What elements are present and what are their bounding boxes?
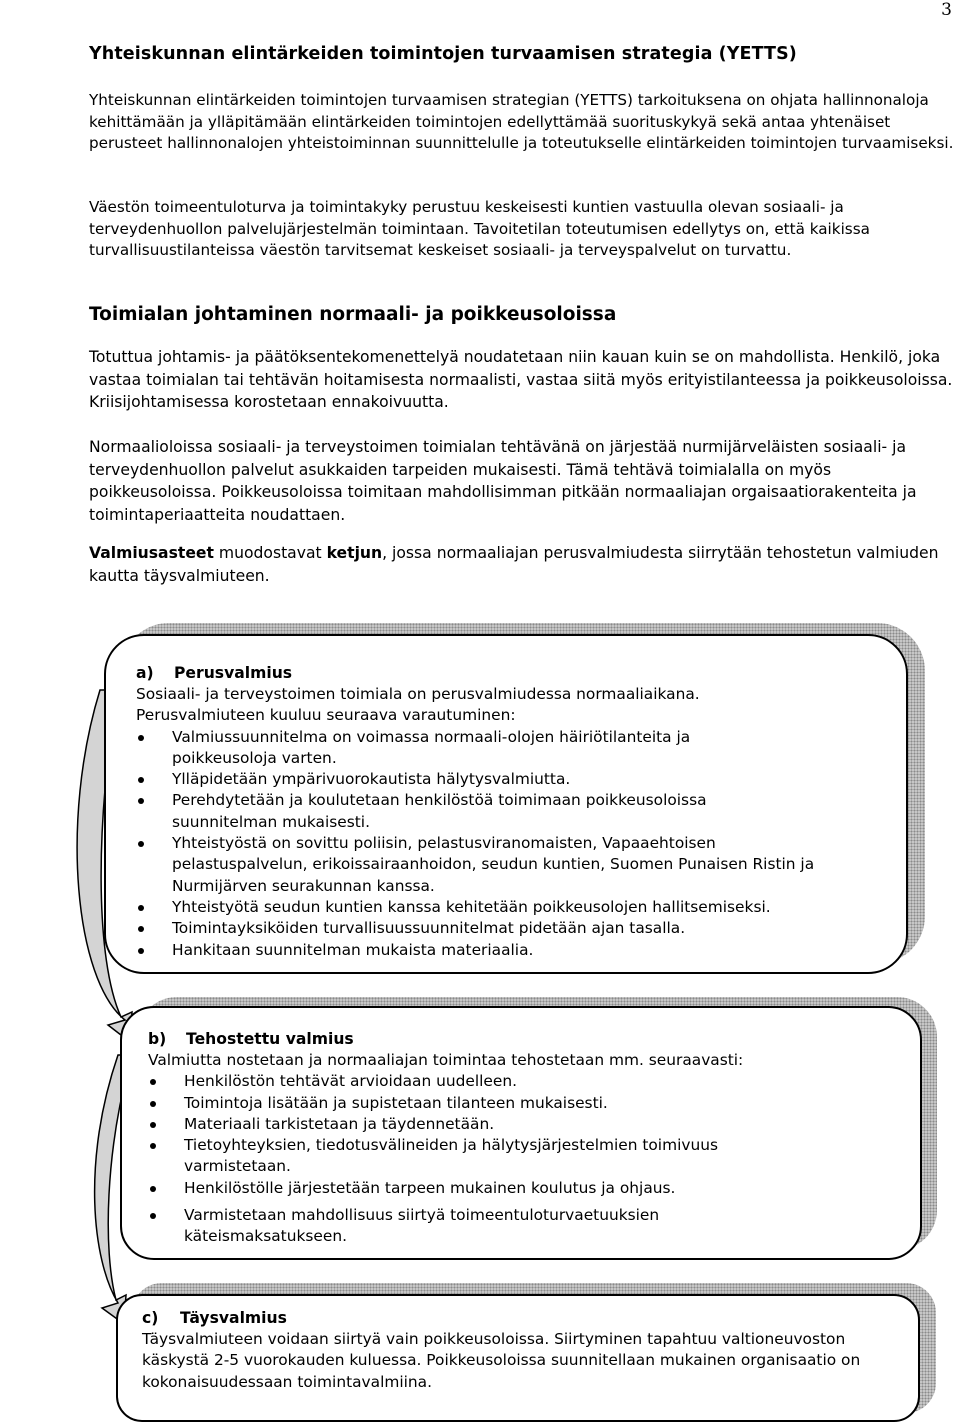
list-item: Yhteistyötä seudun kuntien kanssa kehitetään poikkeusolojen hallitsemiseksi. — [136, 897, 896, 918]
box-tehostettu-valmius — [120, 1006, 922, 1260]
list-item: Henkilöstön tehtävät arvioidaan uudelleen. — [148, 1071, 908, 1092]
section-heading: Toimialan johtaminen normaali- ja poikkeusoloissa — [89, 304, 617, 325]
list-item: Ylläpidetään ympärivuorokautista hälytysvalmiutta. — [136, 769, 896, 790]
box-c-title: c) Täysvalmius — [142, 1309, 287, 1327]
box-a-intro-1: Sosiaali- ja terveystoimen toimiala on perusvalmiudessa normaaliaikana. — [136, 685, 700, 703]
list-item: Toimintoja lisätään ja supistetaan tilanteen mukaisesti. — [148, 1093, 908, 1114]
page-number: 3 — [941, 0, 952, 20]
term-valmiusasteet: Valmiusasteet — [89, 544, 214, 562]
paragraph-toimeentuloturva: Väestön toimeentuloturva ja toimintakyky perustuu keskeisesti kuntien vastuulla olevan sosiaali- ja terveydenhuollon palvelujärjestelmän toimintaan. Tavoitetilan toteutumisen edellytys on, että kaikissa turvallisuustilanteissa väestön tarvitsemat keskeiset sosiaali- ja terveyspalvelut on turvattu. — [89, 198, 870, 259]
paragraph-valmiusasteet: Valmiusasteet muodostavat ketjun, jossa normaaliajan perusvalmiudesta siirrytään tehostetun valmiuden kautta täysvalmiuteen. — [89, 544, 939, 585]
box-c-text: Täysvalmiuteen voidaan siirtyä vain poikkeusoloissa. Siirtyminen tapahtuu valtioneuvoston käskystä 2-5 vuorokauden kuluessa. Poikkeusoloissa suunnitellaan mukainen organisaatio on kokonaisuudessaan toimintavalmiina. — [142, 1330, 861, 1391]
term-ketjun: ketjun — [326, 544, 383, 562]
list-item: Perehdytetään ja koulutetaan henkilöstöä toimimaan poikkeusoloissa suunnitelman mukaisesti. — [136, 790, 802, 833]
box-perusvalmius — [104, 634, 908, 974]
box-b-list — [148, 1071, 908, 1247]
list-item: Tietoyhteyksien, tiedotusvälineiden ja hälytysjärjestelmien toimivuus varmistetaan. — [148, 1135, 824, 1178]
box-b-intro: Valmiutta nostetaan ja normaaliajan toimintaa tehostetaan mm. seuraavasti: — [148, 1051, 744, 1069]
list-item: Varmistetaan mahdollisuus siirtyä toimeentuloturvaetuuksien käteismaksatukseen. — [148, 1205, 764, 1248]
list-item: Toimintayksiköiden turvallisuussuunnitelmat pidetään ajan tasalla. — [136, 918, 896, 939]
list-item: Hankitaan suunnitelman mukaista materiaalia. — [136, 940, 896, 961]
paragraph-normaaliolot: Normaalioloissa sosiaali- ja terveystoimen toimialan tehtävänä on järjestää nurmijärveläisten sosiaali- ja terveydenhuollon palvelut asukkaiden tarpeiden mukaisesti. Tämä tehtävä toimialalla on myös poikkeusoloissa. Poikkeusoloissa toimitaan mahdollisimman pitkään normaaliajan orgaisaatiorakenteita ja toimintaperiaatteita noudattaen. — [89, 438, 917, 524]
box-a-intro-2: Perusvalmiuteen kuuluu seuraava varautuminen: — [136, 706, 516, 725]
list-item: Yhteistyöstä on sovittu poliisin, pelastusviranomaisten, Vapaaehtoisen pelastuspalvelun, erikoissairaanhoidon, seudun kuntien, Suomen Punaisen Ristin ja Nurmijärven seurakunnan kanssa. — [136, 833, 842, 897]
list-item: Valmiussuunnitelma on voimassa normaali-olojen häiriötilanteita ja poikkeusoloja varten. — [136, 727, 792, 770]
paragraph-yetts: Yhteiskunnan elintärkeiden toimintojen turvaamisen strategian (YETTS) tarkoituksena on ohjata hallinnonaloja kehittämään ja ylläpitämään elintärkeiden toimintojen edellyttämää suorituskykyä sekä antaa yhtenäiset perusteet hallinnonalojen yhteistoiminnan suunnittelulle ja toteutukselle elintärkeiden toimintojen turvaamiseksi. — [89, 91, 954, 152]
paragraph-johtaminen: Totuttua johtamis- ja päätöksentekomenettelyä noudatetaan niin kauan kuin se on mahdollista. Henkilö, joka vastaa toimialan tai tehtävän hoitamisesta normaalisti, vastaa siitä myös erityistilanteessa ja poikkeusoloissa. Kriisijohtamisessa korostetaan ennakoivuutta. — [89, 348, 953, 411]
list-item: Materiaali tarkistetaan ja täydennetään. — [148, 1114, 908, 1135]
box-a-title: a) Perusvalmius — [136, 664, 293, 682]
list-item: Henkilöstölle järjestetään tarpeen mukainen koulutus ja ohjaus. — [148, 1178, 908, 1199]
box-b-title: b) Tehostettu valmius — [148, 1030, 354, 1048]
box-taysvalmius — [116, 1294, 920, 1422]
box-a-list — [136, 727, 896, 961]
page-title: Yhteiskunnan elintärkeiden toimintojen turvaamisen strategia (YETTS) — [89, 44, 797, 64]
